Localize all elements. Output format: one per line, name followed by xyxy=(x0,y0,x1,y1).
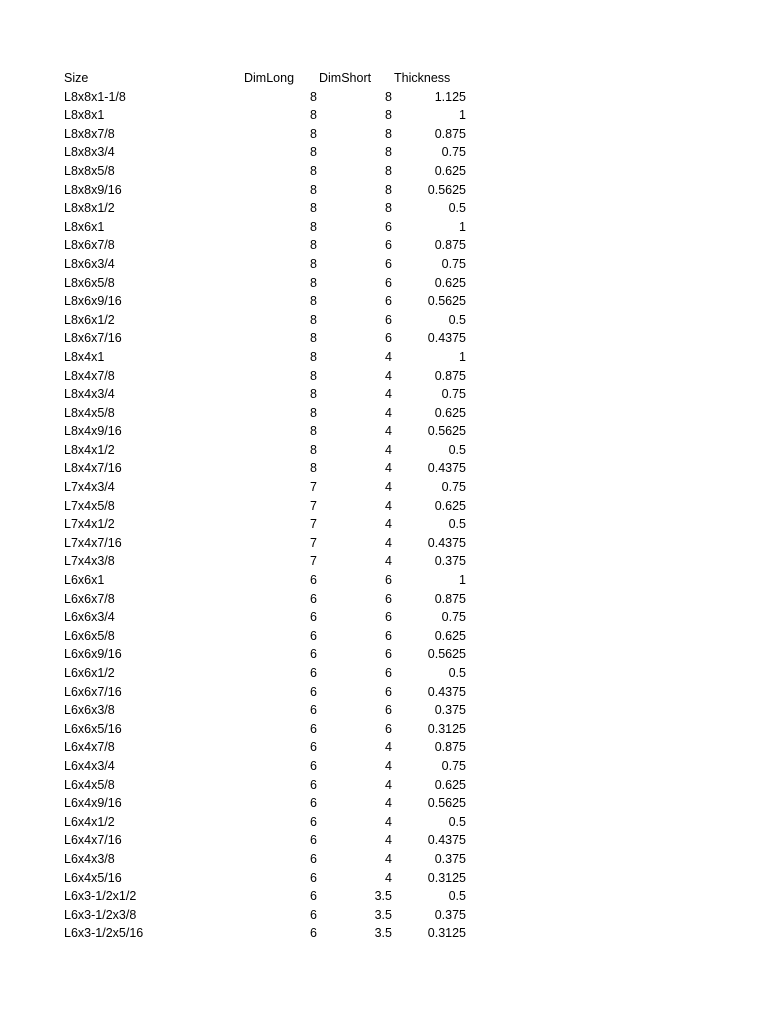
cell-dim-long: 6 xyxy=(310,628,317,643)
table-row xyxy=(0,311,768,330)
cell-dim-short: 3.5 xyxy=(374,926,392,941)
cell-thickness: 1 xyxy=(459,219,466,234)
cell-size: L8x8x5/8 xyxy=(64,163,115,178)
cell-dim-long: 8 xyxy=(310,294,317,309)
cell-thickness: 1 xyxy=(459,573,466,588)
table-row xyxy=(0,404,768,423)
cell-thickness: 0.625 xyxy=(434,777,466,792)
cell-thickness: 0.625 xyxy=(434,163,466,178)
cell-size: L6x4x1/2 xyxy=(64,814,115,829)
cell-size: L8x4x7/8 xyxy=(64,368,115,383)
cell-thickness: 0.75 xyxy=(441,145,466,160)
cell-size: L8x8x1 xyxy=(64,108,105,123)
cell-dim-short: 6 xyxy=(385,684,392,699)
cell-dim-long: 8 xyxy=(310,349,317,364)
cell-dim-long: 6 xyxy=(310,721,317,736)
table-row xyxy=(0,478,768,497)
table-row xyxy=(0,125,768,144)
cell-dim-long: 8 xyxy=(310,442,317,457)
cell-size: L6x6x7/16 xyxy=(64,684,122,699)
cell-thickness: 0.75 xyxy=(441,480,466,495)
cell-dim-short: 4 xyxy=(385,758,392,773)
cell-dim-long: 6 xyxy=(310,666,317,680)
table-row xyxy=(0,924,768,943)
table-row xyxy=(0,236,768,255)
table-row xyxy=(0,534,768,553)
cell-thickness: 0.3125 xyxy=(427,870,466,885)
table-row xyxy=(0,441,768,460)
table-row xyxy=(0,274,768,293)
cell-dim-short: 4 xyxy=(385,777,392,792)
cell-dim-short: 6 xyxy=(385,238,392,253)
cell-size: L6x6x9/16 xyxy=(64,647,122,662)
table-row xyxy=(0,106,768,125)
cell-dim-short: 6 xyxy=(385,219,392,234)
table-row xyxy=(0,813,768,832)
cell-thickness: 0.5 xyxy=(448,442,466,457)
cell-size: L8x4x1 xyxy=(64,349,105,364)
cell-dim-long: 8 xyxy=(310,163,317,178)
cell-thickness: 0.75 xyxy=(441,610,466,625)
table-row xyxy=(0,88,768,107)
cell-dim-short: 8 xyxy=(385,182,392,197)
cell-thickness: 0.625 xyxy=(434,628,466,643)
cell-size: L6x3-1/2x3/8 xyxy=(64,907,137,922)
cell-dim-long: 8 xyxy=(310,461,317,476)
cell-thickness: 0.5 xyxy=(448,814,466,829)
cell-thickness: 0.375 xyxy=(434,703,466,718)
cell-thickness: 0.875 xyxy=(434,368,466,383)
cell-size: L8x8x3/4 xyxy=(64,145,115,160)
cell-size: L7x4x3/8 xyxy=(64,554,115,569)
table-row xyxy=(0,794,768,813)
cell-dim-long: 8 xyxy=(310,219,317,234)
header-thickness: Thickness xyxy=(394,71,451,85)
table-row xyxy=(0,459,768,478)
cell-dim-long: 6 xyxy=(310,573,317,588)
cell-dim-long: 8 xyxy=(310,126,317,141)
cell-size: L6x6x5/16 xyxy=(64,721,122,736)
cell-dim-short: 4 xyxy=(385,851,392,866)
cell-thickness: 0.4375 xyxy=(427,535,466,550)
cell-dim-long: 7 xyxy=(310,517,317,532)
cell-dim-short: 4 xyxy=(385,554,392,569)
cell-dim-short: 4 xyxy=(385,480,392,495)
cell-size: L8x6x1 xyxy=(64,219,105,234)
cell-dim-short: 4 xyxy=(385,461,392,476)
table-row xyxy=(0,590,768,609)
table-row xyxy=(0,422,768,441)
cell-thickness: 1 xyxy=(459,349,466,364)
cell-size: L7x4x5/8 xyxy=(64,498,115,513)
cell-dim-short: 6 xyxy=(385,721,392,736)
cell-dim-long: 8 xyxy=(310,312,317,327)
cell-dim-short: 6 xyxy=(385,294,392,309)
cell-dim-long: 6 xyxy=(310,703,317,718)
cell-dim-short: 8 xyxy=(385,108,392,123)
table-row xyxy=(0,664,768,683)
cell-size: L8x6x1/2 xyxy=(64,312,115,327)
cell-size: L6x6x5/8 xyxy=(64,628,115,643)
cell-dim-short: 4 xyxy=(385,349,392,364)
cell-thickness: 0.375 xyxy=(434,554,466,569)
table-row xyxy=(0,627,768,646)
cell-dim-long: 6 xyxy=(310,907,317,922)
table-row xyxy=(0,181,768,200)
cell-dim-long: 8 xyxy=(310,275,317,290)
cell-dim-short: 4 xyxy=(385,517,392,532)
cell-size: L8x6x7/16 xyxy=(64,331,122,346)
cell-size: L7x4x1/2 xyxy=(64,517,115,532)
cell-dim-short: 4 xyxy=(385,387,392,402)
cell-dim-long: 6 xyxy=(310,684,317,699)
cell-size: L6x4x9/16 xyxy=(64,796,122,811)
cell-size: L8x4x7/16 xyxy=(64,461,122,476)
cell-thickness: 0.75 xyxy=(441,758,466,773)
cell-thickness: 0.5625 xyxy=(427,424,466,439)
cell-size: L6x6x1/2 xyxy=(64,666,115,680)
cell-size: L6x4x7/16 xyxy=(64,833,122,848)
cell-dim-short: 6 xyxy=(385,331,392,346)
table-row xyxy=(0,701,768,720)
table-row xyxy=(0,348,768,367)
table-row xyxy=(0,218,768,237)
table-row xyxy=(0,720,768,739)
table-row xyxy=(0,515,768,534)
cell-dim-short: 6 xyxy=(385,703,392,718)
table-row xyxy=(0,199,768,218)
cell-size: L8x4x9/16 xyxy=(64,424,122,439)
cell-dim-long: 6 xyxy=(310,870,317,885)
cell-dim-short: 4 xyxy=(385,796,392,811)
cell-dim-short: 6 xyxy=(385,628,392,643)
cell-dim-long: 8 xyxy=(310,89,317,104)
cell-dim-short: 4 xyxy=(385,870,392,885)
cell-thickness: 0.875 xyxy=(434,238,466,253)
table-row xyxy=(0,497,768,516)
header-dim-long: DimLong xyxy=(244,71,295,85)
cell-thickness: 0.875 xyxy=(434,591,466,606)
cell-thickness: 0.375 xyxy=(434,907,466,922)
cell-dim-short: 6 xyxy=(385,573,392,588)
cell-dim-short: 8 xyxy=(385,145,392,160)
cell-size: L7x4x7/16 xyxy=(64,535,122,550)
cell-dim-long: 8 xyxy=(310,238,317,253)
table-body xyxy=(0,88,768,943)
cell-dim-long: 6 xyxy=(310,740,317,755)
table-row xyxy=(0,757,768,776)
cell-size: L6x4x5/16 xyxy=(64,870,122,885)
cell-dim-short: 6 xyxy=(385,275,392,290)
cell-size: L8x6x3/4 xyxy=(64,256,115,271)
table-row xyxy=(0,608,768,627)
cell-dim-long: 8 xyxy=(310,368,317,383)
cell-dim-short: 4 xyxy=(385,833,392,848)
cell-dim-short: 4 xyxy=(385,740,392,755)
cell-thickness: 1 xyxy=(459,108,466,123)
cell-size: L8x8x1-1/8 xyxy=(64,89,126,104)
table-row xyxy=(0,329,768,348)
cell-size: L8x8x7/8 xyxy=(64,126,115,141)
cell-dim-long: 8 xyxy=(310,145,317,160)
cell-size: L8x8x1/2 xyxy=(64,201,115,216)
cell-thickness: 0.5 xyxy=(448,312,466,327)
cell-thickness: 0.625 xyxy=(434,498,466,513)
cell-thickness: 1.125 xyxy=(434,89,466,104)
cell-dim-short: 6 xyxy=(385,647,392,662)
cell-dim-long: 6 xyxy=(310,610,317,625)
cell-dim-short: 8 xyxy=(385,126,392,141)
table-header-row xyxy=(0,69,768,88)
cell-thickness: 0.3125 xyxy=(427,926,466,941)
cell-dim-long: 6 xyxy=(310,889,317,904)
cell-size: L6x6x7/8 xyxy=(64,591,115,606)
cell-dim-short: 3.5 xyxy=(374,907,392,922)
cell-thickness: 0.4375 xyxy=(427,461,466,476)
cell-dim-long: 8 xyxy=(310,387,317,402)
angle-sizes-table xyxy=(0,69,768,943)
cell-dim-short: 6 xyxy=(385,256,392,271)
cell-thickness: 0.4375 xyxy=(427,331,466,346)
cell-size: L8x4x3/4 xyxy=(64,387,115,402)
table-row xyxy=(0,385,768,404)
cell-size: L8x6x7/8 xyxy=(64,238,115,253)
cell-dim-short: 4 xyxy=(385,498,392,513)
cell-size: L6x4x3/4 xyxy=(64,758,115,773)
table-row xyxy=(0,850,768,869)
cell-size: L8x8x9/16 xyxy=(64,182,122,197)
table-row xyxy=(0,887,768,906)
cell-thickness: 0.5 xyxy=(448,666,466,680)
cell-thickness: 0.5 xyxy=(448,889,466,904)
cell-size: L8x4x5/8 xyxy=(64,405,115,420)
cell-size: L7x4x3/4 xyxy=(64,480,115,495)
cell-dim-long: 8 xyxy=(310,108,317,123)
table-row xyxy=(0,552,768,571)
cell-size: L6x3-1/2x5/16 xyxy=(64,926,144,941)
cell-dim-short: 4 xyxy=(385,424,392,439)
cell-dim-short: 6 xyxy=(385,666,392,680)
table-row xyxy=(0,255,768,274)
cell-thickness: 0.5625 xyxy=(427,796,466,811)
cell-dim-long: 7 xyxy=(310,480,317,495)
table-row xyxy=(0,571,768,590)
cell-size: L6x3-1/2x1/2 xyxy=(64,889,137,904)
header-size: Size xyxy=(64,71,89,85)
cell-dim-long: 6 xyxy=(310,758,317,773)
cell-dim-short: 6 xyxy=(385,591,392,606)
cell-thickness: 0.4375 xyxy=(427,833,466,848)
cell-dim-long: 6 xyxy=(310,833,317,848)
cell-dim-long: 8 xyxy=(310,201,317,216)
cell-dim-long: 6 xyxy=(310,851,317,866)
cell-dim-long: 8 xyxy=(310,405,317,420)
cell-thickness: 0.4375 xyxy=(427,684,466,699)
cell-thickness: 0.75 xyxy=(441,387,466,402)
table-row xyxy=(0,367,768,386)
cell-thickness: 0.375 xyxy=(434,851,466,866)
cell-size: L8x6x9/16 xyxy=(64,294,122,309)
cell-thickness: 0.5625 xyxy=(427,182,466,197)
cell-dim-short: 8 xyxy=(385,89,392,104)
cell-dim-long: 7 xyxy=(310,554,317,569)
cell-size: L8x6x5/8 xyxy=(64,275,115,290)
table-row xyxy=(0,645,768,664)
cell-thickness: 0.3125 xyxy=(427,721,466,736)
cell-dim-short: 4 xyxy=(385,814,392,829)
cell-thickness: 0.625 xyxy=(434,275,466,290)
table-row xyxy=(0,162,768,181)
header-dim-short: DimShort xyxy=(319,71,372,85)
cell-size: L6x4x7/8 xyxy=(64,740,115,755)
table-row xyxy=(0,869,768,888)
cell-dim-short: 4 xyxy=(385,405,392,420)
cell-dim-short: 4 xyxy=(385,535,392,550)
cell-dim-long: 6 xyxy=(310,814,317,829)
cell-dim-long: 8 xyxy=(310,331,317,346)
cell-dim-long: 6 xyxy=(310,777,317,792)
cell-thickness: 0.5 xyxy=(448,201,466,216)
table-row xyxy=(0,776,768,795)
cell-dim-long: 7 xyxy=(310,498,317,513)
cell-dim-long: 6 xyxy=(310,926,317,941)
cell-thickness: 0.5625 xyxy=(427,647,466,662)
cell-thickness: 0.875 xyxy=(434,126,466,141)
table-row xyxy=(0,906,768,925)
cell-dim-long: 7 xyxy=(310,535,317,550)
table-row xyxy=(0,683,768,702)
cell-dim-long: 8 xyxy=(310,182,317,197)
table-row xyxy=(0,738,768,757)
cell-size: L6x6x1 xyxy=(64,573,105,588)
cell-size: L6x6x3/8 xyxy=(64,703,115,718)
cell-dim-short: 4 xyxy=(385,368,392,383)
table-row xyxy=(0,292,768,311)
cell-dim-long: 6 xyxy=(310,647,317,662)
cell-thickness: 0.875 xyxy=(434,740,466,755)
cell-dim-long: 8 xyxy=(310,256,317,271)
cell-dim-long: 6 xyxy=(310,796,317,811)
cell-dim-short: 8 xyxy=(385,201,392,216)
cell-thickness: 0.75 xyxy=(441,256,466,271)
cell-thickness: 0.625 xyxy=(434,405,466,420)
cell-size: L6x6x3/4 xyxy=(64,610,115,625)
cell-thickness: 0.5 xyxy=(448,517,466,532)
cell-dim-short: 8 xyxy=(385,163,392,178)
cell-dim-long: 8 xyxy=(310,424,317,439)
cell-size: L6x4x5/8 xyxy=(64,777,115,792)
cell-size: L8x4x1/2 xyxy=(64,442,115,457)
cell-size: L6x4x3/8 xyxy=(64,851,115,866)
cell-dim-short: 3.5 xyxy=(374,889,392,904)
cell-dim-long: 6 xyxy=(310,591,317,606)
cell-dim-short: 4 xyxy=(385,442,392,457)
cell-dim-short: 6 xyxy=(385,312,392,327)
table-row xyxy=(0,143,768,162)
cell-dim-short: 6 xyxy=(385,610,392,625)
cell-thickness: 0.5625 xyxy=(427,294,466,309)
table-row xyxy=(0,831,768,850)
